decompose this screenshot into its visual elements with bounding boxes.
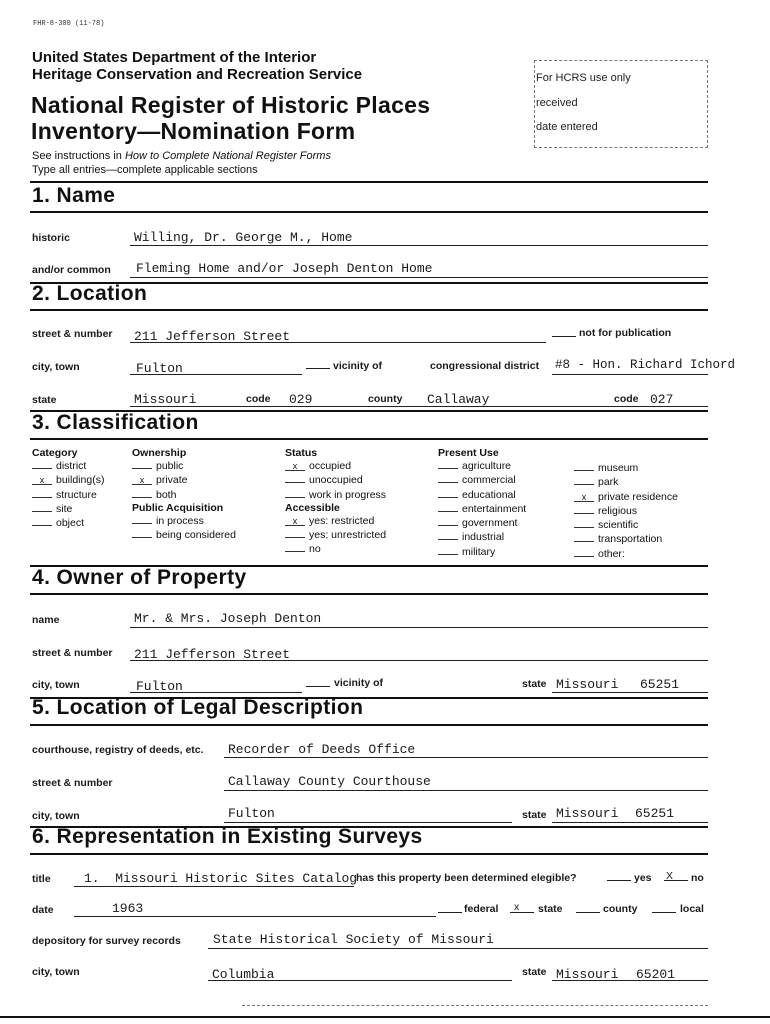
use-museum-mark[interactable] xyxy=(574,462,594,471)
section-6-bottom-rule xyxy=(30,853,708,855)
eligible-yes: yes xyxy=(634,872,652,884)
legal-state-line xyxy=(552,822,708,823)
use-transportation-mark[interactable] xyxy=(574,533,594,542)
survey-title: 1. Missouri Historic Sites Catalog xyxy=(84,871,358,886)
use-commercial-label: commercial xyxy=(462,474,516,487)
category-object xyxy=(32,516,104,530)
use-other xyxy=(574,547,678,561)
hcrs-received: received xyxy=(536,97,578,109)
status-unoccupied-label: unoccupied xyxy=(309,474,363,487)
location-state: Missouri xyxy=(134,392,197,407)
ownership-both-mark[interactable] xyxy=(132,489,152,498)
use-scientific-label: scientific xyxy=(598,519,639,532)
legal-street: Callaway County Courthouse xyxy=(228,774,431,789)
survey-zip: 65201 xyxy=(636,967,676,982)
ownership-private-mark[interactable] xyxy=(132,476,152,485)
use-scientific xyxy=(574,518,678,532)
hcrs-date-entered: date entered xyxy=(536,121,598,133)
courthouse: Recorder of Deeds Office xyxy=(228,742,416,757)
category-buildings-mark[interactable] xyxy=(32,476,52,485)
courthouse-label: courthouse, registry of deeds, etc. xyxy=(32,744,204,756)
use-government xyxy=(438,516,526,530)
eligible-no-mark: X xyxy=(666,870,674,882)
category-site-label: site xyxy=(56,502,73,515)
category-column xyxy=(32,447,104,530)
accessible-restricted-label: yes: restricted xyxy=(309,514,375,527)
federal-blank xyxy=(438,912,462,913)
depository-line xyxy=(208,948,708,949)
acquisition-being-considered xyxy=(132,528,236,542)
use-other-label: other: xyxy=(598,547,625,560)
common-label: and/or common xyxy=(32,264,111,276)
use-entertainment xyxy=(438,502,526,516)
ownership-private xyxy=(132,473,236,487)
agency-line-2: Heritage Conservation and Recreation Service xyxy=(32,66,363,83)
ownership-public xyxy=(132,459,236,473)
survey-state-line xyxy=(552,980,708,981)
category-buildings-label: building(s) xyxy=(56,474,105,487)
survey-city: Columbia xyxy=(212,967,275,982)
form-title-1: National Register of Historic Places xyxy=(31,92,431,118)
status-column xyxy=(285,447,386,557)
state-code-label: code xyxy=(246,393,271,405)
use-transportation-label: transportation xyxy=(598,533,663,546)
survey-state-value: Missouri xyxy=(556,967,619,982)
congressional-line xyxy=(552,374,708,375)
depository-label: depository for survey records xyxy=(32,935,181,947)
use-private-residence xyxy=(574,490,678,504)
owner-state: Missouri xyxy=(556,677,619,692)
legal-street-label: street & number xyxy=(32,777,113,789)
owner-state-line xyxy=(552,692,708,693)
owner-city-line xyxy=(130,692,302,693)
local-blank xyxy=(652,912,676,913)
category-buildings xyxy=(32,473,104,487)
congressional-label: congressional district xyxy=(430,360,540,372)
form-title-2: Inventory—Nomination Form xyxy=(31,118,356,144)
ownership-public-label: public xyxy=(156,460,184,472)
accessible-no-label: no xyxy=(309,543,321,556)
historic-label: historic xyxy=(32,232,70,244)
county-label: county xyxy=(368,393,403,405)
section-4-title: 4. Owner of Property xyxy=(32,566,247,589)
category-heading: Category xyxy=(32,447,78,459)
accessible-restricted xyxy=(285,514,386,528)
survey-date-line xyxy=(74,916,436,917)
section-3-title: 3. Classification xyxy=(32,411,199,434)
owner-city-label: city, town xyxy=(32,679,80,691)
acquisition-heading: Public Acquisition xyxy=(132,501,224,514)
status-unoccupied-mark[interactable] xyxy=(285,474,305,483)
county-code: 027 xyxy=(650,392,674,407)
not-for-publication: not for publication xyxy=(579,327,672,339)
legal-zip: 65251 xyxy=(635,806,675,821)
courthouse-line xyxy=(224,757,708,758)
ownership-both xyxy=(132,488,236,502)
historic-name: Willing, Dr. George M., Home xyxy=(134,230,353,245)
owner-vicinity-blank xyxy=(306,686,330,687)
section-1-top-rule xyxy=(30,181,708,183)
accessible-heading: Accessible xyxy=(285,501,340,514)
section-4-bottom-rule xyxy=(30,593,708,595)
use-park-mark[interactable] xyxy=(574,476,594,485)
category-site-mark[interactable] xyxy=(32,503,52,512)
instructions-line-2: Type all entries—complete applicable sections xyxy=(32,164,258,176)
survey-state: state xyxy=(538,903,563,915)
category-structure-label: structure xyxy=(56,488,97,501)
category-structure-mark[interactable] xyxy=(32,489,52,498)
use-private-residence-label: private residence xyxy=(598,490,678,503)
historic-line xyxy=(130,245,708,246)
use-museum-label: museum xyxy=(598,462,639,474)
use-agriculture-mark[interactable] xyxy=(438,460,458,469)
use-military-mark[interactable] xyxy=(438,546,458,555)
owner-city: Fulton xyxy=(136,679,183,694)
legal-city-label: city, town xyxy=(32,810,80,822)
use-entertainment-mark[interactable] xyxy=(438,503,458,512)
legal-city-line xyxy=(224,822,512,823)
ownership-heading: Ownership xyxy=(132,447,187,459)
use-park xyxy=(574,475,678,489)
survey-county: county xyxy=(603,903,638,915)
section-2-bottom-rule xyxy=(30,309,708,311)
use-museum xyxy=(574,461,678,475)
survey-state-mark: x xyxy=(514,901,520,913)
section-3-bottom-rule xyxy=(30,438,708,440)
acquisition-in-process-label: in process xyxy=(156,514,204,527)
section-2-title: 2. Location xyxy=(32,282,148,305)
status-work-in-progress-label: work in progress xyxy=(309,488,387,501)
acquisition-being-considered-label: being considered xyxy=(156,529,236,542)
owner-street: 211 Jefferson Street xyxy=(134,647,291,662)
hcrs-for-use: For HCRS use only xyxy=(536,72,631,84)
legal-street-line xyxy=(224,790,708,791)
acquisition-in-process xyxy=(132,514,236,528)
location-city: Fulton xyxy=(136,361,183,376)
instructions-guide-title: How to Complete National Register Forms xyxy=(124,150,331,162)
use-religious xyxy=(574,504,678,518)
use-educational-label: educational xyxy=(462,488,516,501)
owner-vicinity: vicinity of xyxy=(334,677,384,689)
location-street-label: street & number xyxy=(32,328,113,340)
category-district xyxy=(32,459,104,473)
use-government-mark[interactable] xyxy=(438,517,458,526)
owner-name: Mr. & Mrs. Joseph Denton xyxy=(134,611,322,626)
state-blank xyxy=(510,912,534,913)
legal-state-label: state xyxy=(522,809,547,821)
ownership-public-mark[interactable] xyxy=(132,460,152,469)
county-code-label: code xyxy=(614,393,639,405)
survey-date: 1963 xyxy=(112,901,144,916)
form-number: FHR-8-300 (11-78) xyxy=(33,20,105,28)
not-for-publication-blank xyxy=(552,336,576,337)
survey-date-label: date xyxy=(32,904,54,916)
use-industrial-mark[interactable] xyxy=(438,531,458,540)
form-bottom-edge xyxy=(242,1005,708,1006)
owner-name-line xyxy=(130,627,708,628)
use-private-residence-mark[interactable] xyxy=(574,493,594,502)
acquisition-being-considered-mark[interactable] xyxy=(132,529,152,538)
use-military xyxy=(438,545,526,559)
status-work-in-progress xyxy=(285,488,386,502)
instructions-prefix: See instructions in xyxy=(32,150,125,162)
use-religious-mark[interactable] xyxy=(574,505,594,514)
accessible-unrestricted-label: yes: unrestricted xyxy=(309,529,387,542)
use-park-label: park xyxy=(598,476,619,489)
status-occupied-mark[interactable] xyxy=(285,462,305,471)
eligible-yes-blank xyxy=(607,880,631,881)
ownership-private-label: private xyxy=(156,474,188,487)
survey-local: local xyxy=(680,903,704,915)
section-6-title: 6. Representation in Existing Surveys xyxy=(32,825,423,848)
ownership-both-label: both xyxy=(156,488,177,501)
page-bottom-rule xyxy=(0,1016,770,1018)
category-structure xyxy=(32,488,104,502)
location-city-line xyxy=(130,374,302,375)
use-agriculture-label: agriculture xyxy=(462,460,512,472)
use-military-label: military xyxy=(462,545,496,558)
ownership-column xyxy=(132,447,236,542)
owner-street-line xyxy=(130,660,708,661)
use-commercial xyxy=(438,473,526,487)
owner-street-label: street & number xyxy=(32,647,113,659)
instructions xyxy=(32,149,331,163)
survey-federal: federal xyxy=(464,903,499,915)
use-commercial-mark[interactable] xyxy=(438,474,458,483)
county: Callaway xyxy=(427,392,490,407)
category-object-mark[interactable] xyxy=(32,517,52,526)
use-educational-mark[interactable] xyxy=(438,489,458,498)
status-occupied-label: occupied xyxy=(309,460,352,472)
eligible-question: has this property been determined elegible? xyxy=(356,872,577,884)
common-line xyxy=(130,277,708,278)
status-unoccupied xyxy=(285,473,386,487)
state-code: 029 xyxy=(289,392,313,407)
category-district-mark[interactable] xyxy=(32,460,52,469)
acquisition-in-process-mark[interactable] xyxy=(132,515,152,524)
use-scientific-mark[interactable] xyxy=(574,519,594,528)
survey-city-label: city, town xyxy=(32,966,80,978)
owner-state-label: state xyxy=(522,678,547,690)
use-entertainment-label: entertainment xyxy=(462,502,527,515)
location-state-line xyxy=(130,406,708,407)
eligible-no-blank xyxy=(664,880,688,881)
present-use-column-2 xyxy=(574,461,678,561)
section-5-title: 5. Location of Legal Description xyxy=(32,696,364,719)
agency-line-1: United States Department of the Interior xyxy=(32,49,317,66)
owner-name-label: name xyxy=(32,614,60,626)
depository: State Historical Society of Missouri xyxy=(213,932,494,947)
location-vicinity: vicinity of xyxy=(333,360,383,372)
section-5-bottom-rule xyxy=(30,724,708,726)
accessible-unrestricted-mark[interactable] xyxy=(285,529,305,538)
survey-state-label: state xyxy=(522,966,547,978)
legal-state: Missouri xyxy=(556,806,619,821)
location-city-label: city, town xyxy=(32,361,80,373)
status-heading: Status xyxy=(285,447,318,459)
eligible-no: no xyxy=(691,872,704,884)
section-1-title: 1. Name xyxy=(32,184,116,207)
status-occupied xyxy=(285,459,386,473)
common-name: Fleming Home and/or Joseph Denton Home xyxy=(136,261,433,276)
congressional-district: #8 - Hon. Richard Ichord xyxy=(555,358,736,372)
category-object-label: object xyxy=(56,517,85,530)
use-government-label: government xyxy=(462,517,518,530)
accessible-no-mark[interactable] xyxy=(285,543,305,552)
accessible-unrestricted xyxy=(285,528,386,542)
county-blank xyxy=(576,912,600,913)
use-industrial xyxy=(438,530,526,544)
use-transportation xyxy=(574,532,678,546)
use-other-mark[interactable] xyxy=(574,548,594,557)
survey-city-line xyxy=(208,980,512,981)
section-1-bottom-rule xyxy=(30,211,708,213)
category-district-label: district xyxy=(56,460,87,472)
survey-title-label: title xyxy=(32,873,51,885)
owner-zip: 65251 xyxy=(640,677,680,692)
present-use-heading: Present Use xyxy=(438,447,499,459)
location-street: 211 Jefferson Street xyxy=(134,329,291,344)
status-work-in-progress-mark[interactable] xyxy=(285,489,305,498)
location-state-label: state xyxy=(32,394,57,406)
accessible-no xyxy=(285,542,386,556)
accessible-restricted-mark[interactable] xyxy=(285,517,305,526)
legal-city: Fulton xyxy=(228,806,275,821)
use-industrial-label: industrial xyxy=(462,531,505,544)
location-street-line xyxy=(130,342,546,343)
category-site xyxy=(32,502,104,516)
present-use-column-1 xyxy=(438,447,526,559)
use-agriculture xyxy=(438,459,526,473)
survey-title-line xyxy=(74,886,354,887)
use-educational xyxy=(438,488,526,502)
use-religious-label: religious xyxy=(598,504,638,517)
location-vicinity-blank xyxy=(306,368,330,369)
